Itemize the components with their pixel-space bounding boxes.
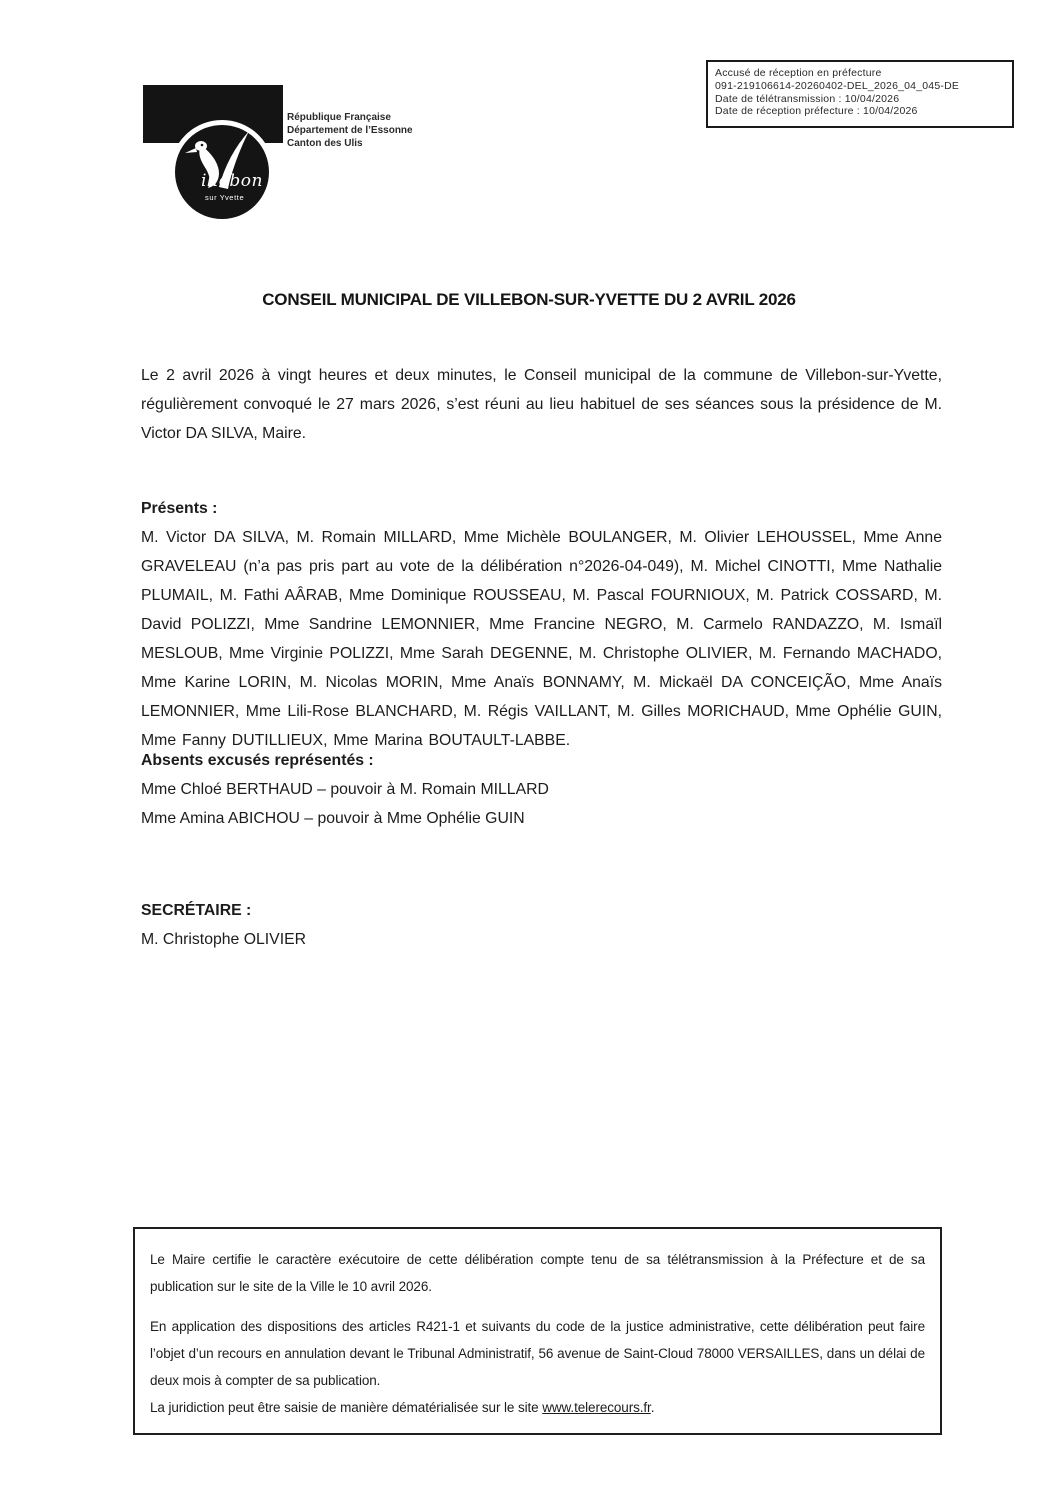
absents-line-1: Mme Chloé BERTHAUD – pouvoir à M. Romain MILLARD (141, 781, 549, 798)
presents-block (141, 494, 942, 755)
document-title: CONSEIL MUNICIPAL DE VILLEBON-SUR-YVETTE DU 2 AVRIL 2026 (262, 290, 796, 309)
logo-city-name: illebon (201, 171, 263, 191)
government-lines (287, 111, 497, 150)
absents-heading: Absents excusés représentés : (141, 752, 374, 769)
intro-paragraph: Le 2 avril 2026 à vingt heures et deux minutes, le Conseil municipal de la commune de Villebon-sur-Yvette, régulièrement convoqué le 27 mars 2026, s’est réuni au lieu habituel de ses séances sous la présidence de M. Victor DA SILVA, Maire. (141, 367, 942, 442)
absents-line-2: Mme Amina ABICHOU – pouvoir à Mme Ophélie GUIN (141, 810, 525, 827)
certification-box (133, 1227, 942, 1435)
teletransmission-date: Date de télétransmission : 10/04/2026 (715, 92, 900, 105)
canton-line: Canton des Ulis (287, 138, 363, 149)
presents-names: M. Victor DA SILVA, M. Romain MILLARD, Mme Michèle BOULANGER, M. Olivier LEHOUSSEL, Mme Anne GRAVELEAU (n’a pas pris part au vote de la délibération n°2026-04-049), M. Michel CINOTTI, Mme Nathalie PLUMAIL, M. Fathi AÂRAB, Mme Dominique ROUSSEAU, M. Pascal FOURNIOUX, M. Patrick COSSARD, M. David POLIZZI, Mme Sandrine LEMONNIER, Mme Francine NEGRO, M. Carmelo RANDAZZO, M. Ismaïl MESLOUB, Mme Virginie POLIZZI, Mme Sarah DEGENNE, M. Christophe OLIVIER, M. Fernando MACHADO, Mme Karine LORIN, M. Nicolas MORIN, Mme Anaïs BONNAMY, M. Mickaël DA CONCEIÇÃO, Mme Anaïs LEMONNIER, Mme Lili-Rose BLANCHARD, M. Régis VAILLANT, M. Gilles MORICHAUD, Mme Ophélie GUIN, Mme Fanny DUTILLIEUX, Mme Marina BOUTAULT-LABBE. (141, 529, 942, 749)
secretaire-name: M. Christophe OLIVIER (141, 931, 307, 948)
certification-paragraph: Le Maire certifie le caractère exécutoire de cette délibération compte tenu de sa télétransmission à la Préfecture et de sa publication sur le site de la Ville le 10 avril 2026. (150, 1252, 925, 1294)
telerecours-paragraph (150, 1394, 925, 1421)
telerecours-prefix: La juridiction peut être saisie de manière dématérialisée sur le site (150, 1400, 543, 1415)
villebon-logo-emblem (170, 120, 274, 224)
reception-line-1: Accusé de réception en préfecture (715, 67, 882, 79)
absents-block (141, 746, 942, 833)
intro-block (141, 361, 942, 448)
reception-reference: 091-219106614-20260402-DEL_2026_04_045-DE (715, 79, 960, 92)
recours-paragraph: En application des dispositions des articles R421-1 et suivants du code de la justice administrative, cette délibération peut faire l’objet d’un recours en annulation devant le Tribunal Administratif, 56 avenue de Saint-Cloud 78000 VERSAILLES, dans un délai de deux mois à compter de sa publication. (150, 1319, 925, 1388)
departement-line: Département de l’Essonne (287, 125, 413, 136)
presents-heading: Présents : (141, 500, 218, 517)
logo-city-subtitle: sur Yvette (205, 193, 245, 202)
telerecours-link[interactable]: www.telerecours.fr (542, 1400, 651, 1415)
secretaire-heading: SECRÉTAIRE : (141, 902, 252, 919)
reception-date: Date de réception préfecture : 10/04/2026 (715, 105, 918, 118)
telerecours-suffix: . (650, 1400, 655, 1415)
prefecture-reception-stamp (706, 60, 1014, 128)
republique-line: République Française (287, 112, 391, 123)
secretaire-block (141, 896, 942, 954)
